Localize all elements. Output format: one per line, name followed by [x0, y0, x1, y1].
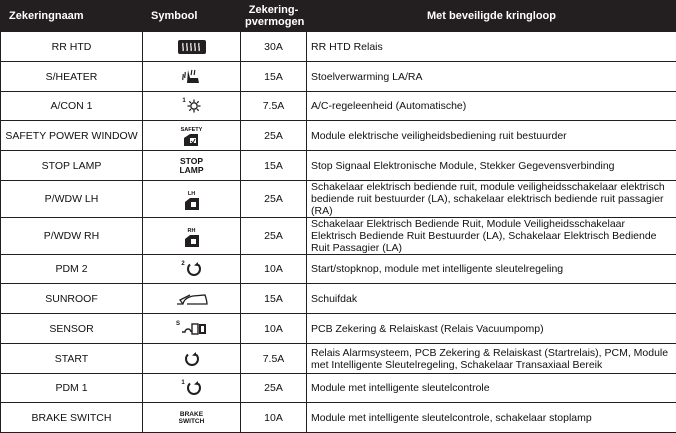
fuse-name: START — [1, 344, 143, 374]
sensor-icon — [176, 317, 207, 341]
fuse-capacity: 15A — [241, 151, 307, 181]
fuse-symbol — [143, 92, 241, 121]
fuse-name: A/CON 1 — [1, 92, 143, 121]
table-row — [1, 62, 676, 92]
table-row — [1, 121, 676, 151]
stop-lamp-text-icon — [179, 154, 203, 178]
table-row — [1, 218, 676, 255]
table-row — [1, 255, 676, 284]
window-lh-icon — [184, 189, 200, 213]
fuse-symbol — [143, 181, 241, 218]
start-icon — [184, 347, 200, 371]
fuse-capacity: 25A — [241, 181, 307, 218]
fuse-capacity: 15A — [241, 62, 307, 92]
header-capacity — [241, 1, 307, 32]
header-row — [1, 1, 676, 32]
symbol-label: SAFETY — [181, 127, 203, 133]
fuse-name: P/WDW RH — [1, 218, 143, 255]
symbol-superscript: S — [176, 318, 180, 330]
table-row — [1, 374, 676, 403]
fuse-symbol — [143, 218, 241, 255]
fuse-circuit: Schuifdak — [307, 284, 676, 314]
fuse-capacity: 7.5A — [241, 344, 307, 374]
symbol-superscript: 1 — [182, 95, 185, 107]
fuse-circuit: Module elektrische veiligheidsbediening ruit bestuurder — [307, 121, 676, 151]
fuse-symbol — [143, 62, 241, 92]
fuse-capacity: 25A — [241, 218, 307, 255]
fuse-circuit: A/C-regeleenheid (Automatische) — [307, 92, 676, 121]
header-circuit: Met beveiligde kringloop — [307, 1, 676, 32]
table-row — [1, 314, 676, 344]
fuse-symbol — [143, 284, 241, 314]
fuse-symbol — [143, 151, 241, 181]
fuse-circuit: Schakelaar elektrisch bediende ruit, module veiligheidsschakelaar elektrisch bediende ruit bestuurder (LA), schakelaar elektrisch bediende ruit passagier (RA) — [307, 181, 676, 218]
fuse-circuit: Schakelaar Elektrisch Bediende Ruit, Module Veiligheidsschakelaar Elektrisch Bediende Ruit Bestuurder (LA), Schakelaar Elektrisch Bediende Ruit Passagier (LA) — [307, 218, 676, 255]
ac-icon — [182, 94, 200, 118]
rear-defroster-icon — [177, 35, 207, 59]
table-row — [1, 284, 676, 314]
table-row — [1, 344, 676, 374]
fuse-symbol — [143, 121, 241, 151]
seat-heater-icon — [182, 65, 202, 89]
fuse-capacity: 7.5A — [241, 92, 307, 121]
fuse-circuit: Module met intelligente sleutelcontrole, schakelaar stoplamp — [307, 403, 676, 433]
table-row — [1, 32, 676, 62]
fuse-symbol — [143, 314, 241, 344]
symbol-text: BRAKE SWITCH — [179, 411, 205, 425]
fuse-circuit: Relais Alarmsysteem, PCB Zekering & Relaiskast (Startrelais), PCM, Module met Intelligente Sleutelregeling, Schakelaar Transaxiaal Bereik — [307, 344, 676, 374]
fuse-symbol — [143, 32, 241, 62]
fuse-capacity: 10A — [241, 403, 307, 433]
safety-window-icon — [181, 125, 203, 149]
table-row — [1, 151, 676, 181]
fuse-name: PDM 2 — [1, 255, 143, 284]
symbol-superscript: 2 — [181, 258, 184, 270]
header-fuse-name: Zekeringnaam — [1, 1, 143, 32]
window-rh-icon — [184, 226, 200, 250]
brake-switch-text-icon — [179, 406, 205, 430]
fuse-name: SAFETY POWER WINDOW — [1, 121, 143, 151]
table-row — [1, 92, 676, 121]
fuse-circuit: Module met intelligente sleutelcontrole — [307, 374, 676, 403]
power-module-icon — [181, 376, 201, 400]
fuse-name: BRAKE SWITCH — [1, 403, 143, 433]
symbol-label: LH — [188, 191, 195, 197]
symbol-superscript: 1 — [181, 377, 184, 389]
fuse-name: SENSOR — [1, 314, 143, 344]
fuse-circuit: RR HTD Relais — [307, 32, 676, 62]
fuse-name: STOP LAMP — [1, 151, 143, 181]
power-module-icon — [181, 257, 201, 281]
header-capacity-text: Zekering- pvermogen — [245, 4, 304, 28]
fuse-symbol — [143, 403, 241, 433]
fuse-symbol — [143, 344, 241, 374]
fuse-circuit: Stop Signaal Elektronische Module, Stekker Gegevensverbinding — [307, 151, 676, 181]
fuse-name: SUNROOF — [1, 284, 143, 314]
fuse-capacity: 25A — [241, 121, 307, 151]
fuse-capacity: 25A — [241, 374, 307, 403]
fuse-capacity: 10A — [241, 314, 307, 344]
fuse-circuit: Start/stopknop, module met intelligente sleutelregeling — [307, 255, 676, 284]
table-row — [1, 403, 676, 433]
fuse-symbol — [143, 374, 241, 403]
fuse-name: PDM 1 — [1, 374, 143, 403]
fuse-capacity: 10A — [241, 255, 307, 284]
fuse-circuit: Stoelverwarming LA/RA — [307, 62, 676, 92]
symbol-text: STOP LAMP — [179, 157, 203, 175]
header-symbol: Symbool — [143, 1, 241, 32]
fuse-name: P/WDW LH — [1, 181, 143, 218]
fuse-circuit: PCB Zekering & Relaiskast (Relais Vacuumpomp) — [307, 314, 676, 344]
sunroof-icon — [175, 287, 209, 311]
table-row — [1, 181, 676, 218]
fuse-capacity: 15A — [241, 284, 307, 314]
fuse-name: S/HEATER — [1, 62, 143, 92]
fuse-capacity: 30A — [241, 32, 307, 62]
fuse-symbol — [143, 255, 241, 284]
fuse-name: RR HTD — [1, 32, 143, 62]
symbol-label: RH — [188, 228, 196, 234]
